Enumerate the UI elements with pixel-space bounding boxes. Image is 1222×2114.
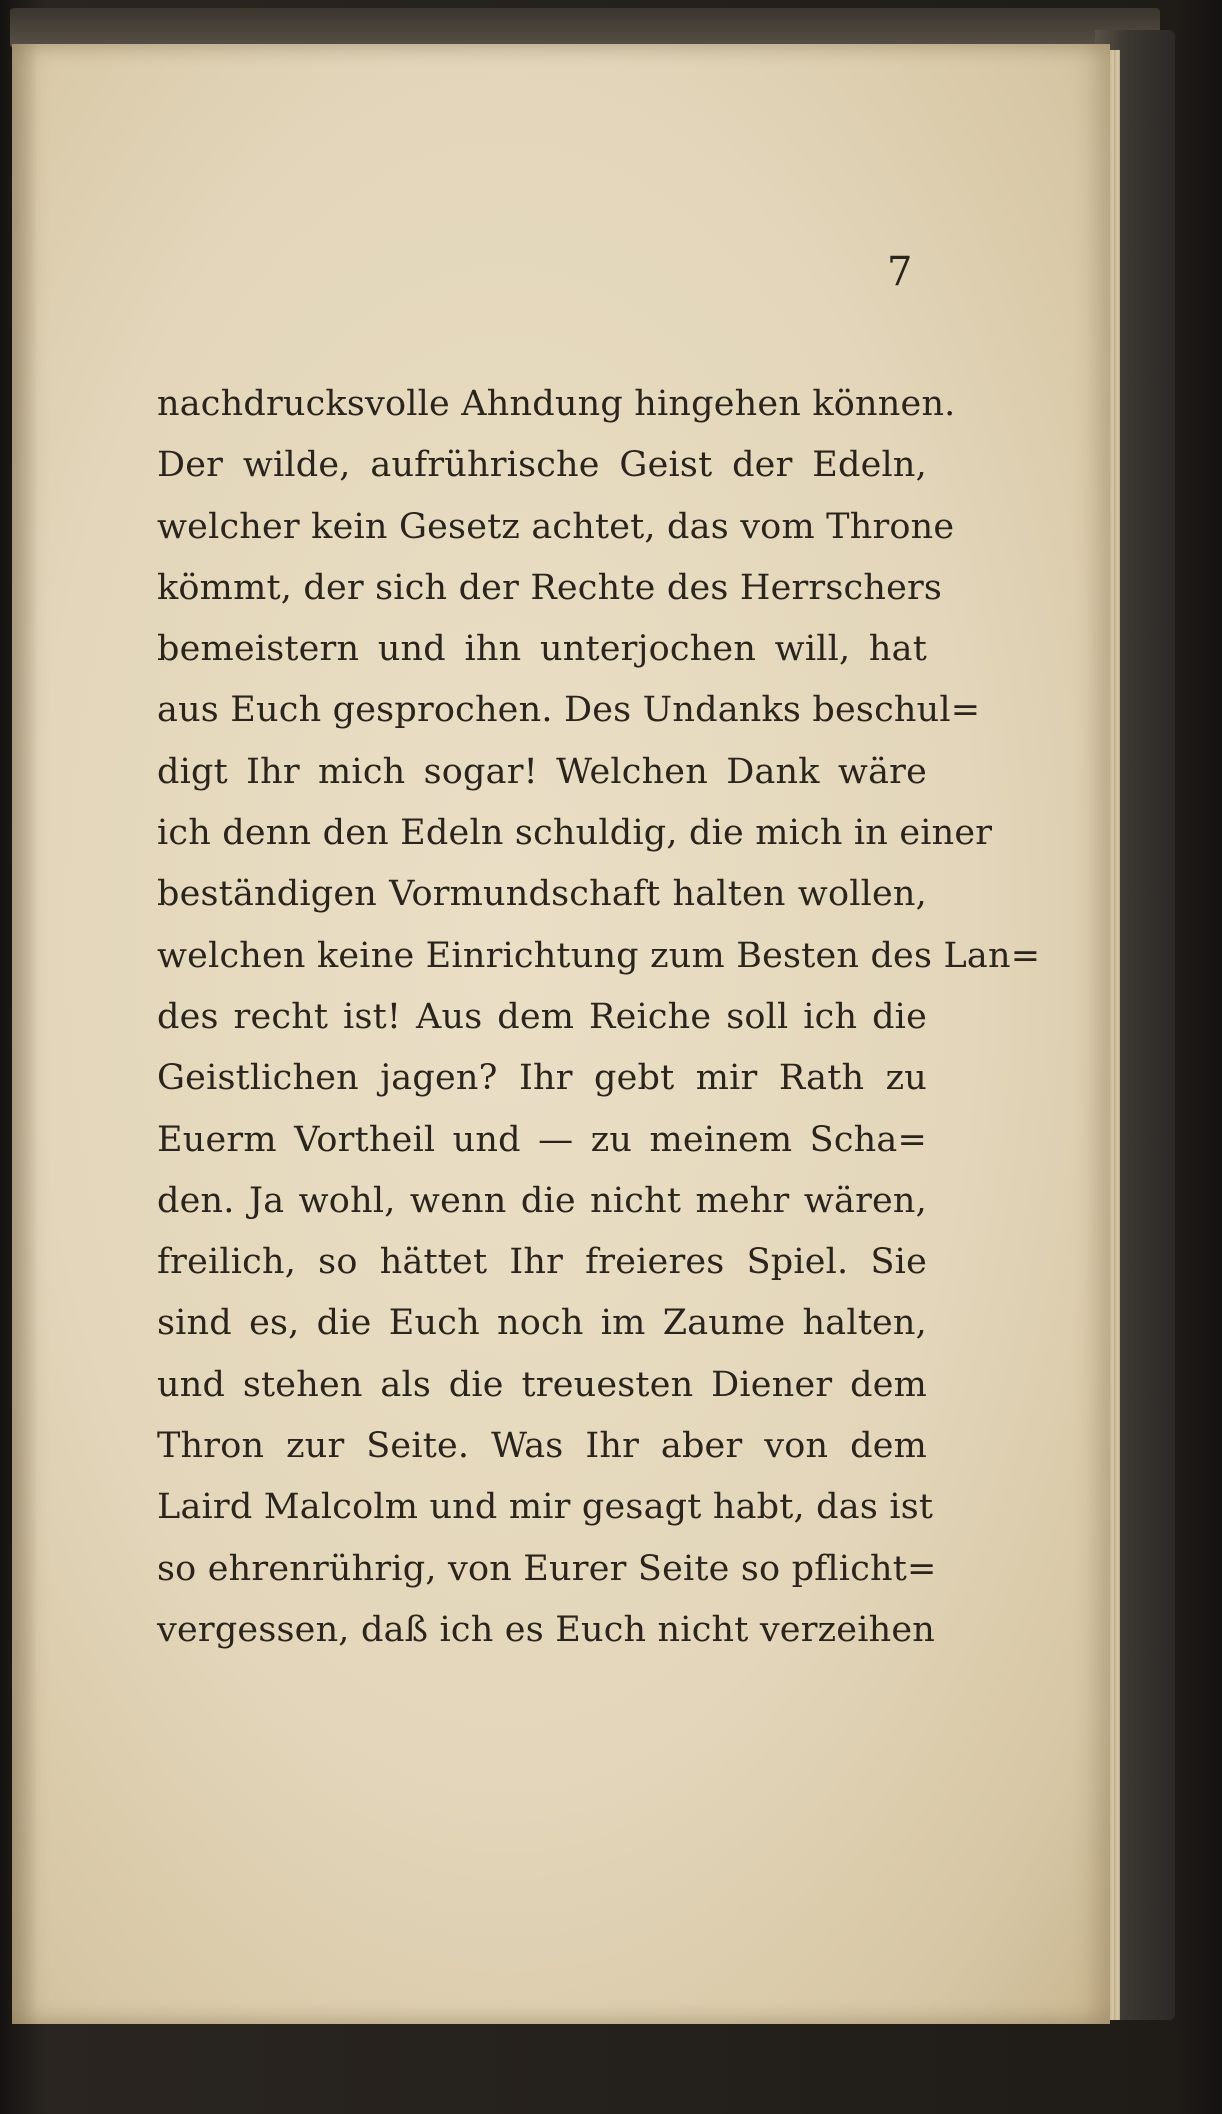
text-line: Der wilde, aufrührische Geist der Edeln,	[157, 445, 927, 486]
text-line: den. Ja wohl, wenn die nicht mehr wären,	[157, 1180, 927, 1221]
text-line: Euerm Vortheil und — zu meinem Scha=	[157, 1119, 927, 1160]
text-line: freilich, so hättet Ihr freieres Spiel. Sie	[157, 1242, 927, 1283]
text-line: kömmt, der sich der Rechte des Herrschers	[157, 567, 943, 608]
page-body-text	[157, 374, 1041, 1661]
text-line: des recht ist! Aus dem Reiche soll ich die	[157, 996, 927, 1037]
text-line: aus Euch gesprochen. Des Undanks beschul=	[157, 690, 981, 731]
text-line: Thron zur Seite. Was Ihr aber von dem	[157, 1426, 927, 1467]
text-line: vergessen, daß ich es Euch nicht verzeihen	[157, 1609, 935, 1650]
book-page	[12, 44, 1110, 2024]
text-line: Geistlichen jagen? Ihr gebt mir Rath zu	[157, 1058, 927, 1099]
text-line: sind es, die Euch noch im Zaume halten,	[157, 1303, 927, 1344]
text-line: Laird Malcolm und mir gesagt habt, das ist	[157, 1487, 934, 1528]
text-line: so ehrenrührig, von Eurer Seite so pflicht=	[157, 1548, 937, 1589]
text-line: und stehen als die treuesten Diener dem	[157, 1364, 927, 1405]
page-gutter-shadow	[12, 44, 38, 2024]
text-line: bemeistern und ihn unterjochen will, hat	[157, 629, 927, 670]
text-line: ich denn den Edeln schuldig, die mich in einer	[157, 813, 993, 854]
book-cover-top-edge	[10, 8, 1160, 48]
text-line: nachdrucksvolle Ahndung hingehen können.	[157, 384, 956, 424]
text-line: welcher kein Gesetz achtet, das vom Throne	[157, 506, 955, 547]
text-line: welchen keine Einrichtung zum Besten des Lan=	[157, 935, 1041, 976]
text-line: digt Ihr mich sogar! Welchen Dank wäre	[157, 751, 927, 792]
text-line: beständigen Vormundschaft halten wollen,	[157, 874, 927, 915]
page-number: 7	[887, 249, 913, 295]
